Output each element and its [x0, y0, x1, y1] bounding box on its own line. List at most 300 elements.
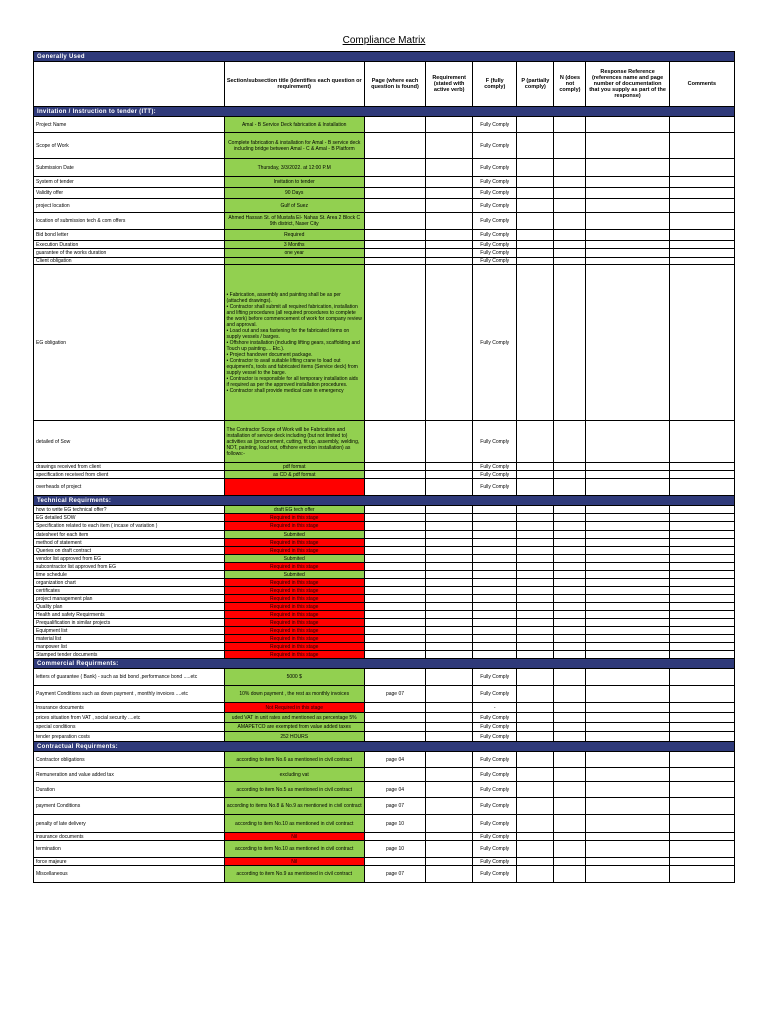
item-cell: Prequalification in similar projects — [34, 619, 225, 627]
requirement-cell — [426, 547, 473, 555]
item-cell: vendor list approved from EG — [34, 555, 225, 563]
value-cell: according to item No.10 as mentioned in civil contract — [224, 815, 364, 833]
page-cell — [364, 241, 425, 249]
fully-comply-cell: - — [473, 703, 517, 713]
column-header: Page (where each question is found) — [364, 62, 425, 107]
page-cell: page 10 — [364, 815, 425, 833]
reference-cell — [586, 669, 669, 686]
fully-comply-cell — [473, 555, 517, 563]
fully-comply-cell: Fully Comply — [473, 471, 517, 479]
item-cell: Project Name — [34, 117, 225, 133]
requirement-cell — [426, 669, 473, 686]
table-row — [34, 177, 735, 188]
value-cell: Amal - B Service Deck fabrication & Installation — [224, 117, 364, 133]
table-row — [34, 833, 735, 841]
requirement-cell — [426, 463, 473, 471]
requirement-cell — [426, 643, 473, 651]
item-cell: guarantee of the works duration — [34, 249, 225, 258]
item-cell: manpower list — [34, 643, 225, 651]
value-cell: The Contractor Scope of Work will be Fabrication and installation of service deck including (but not limited to) activities as (procurement, cutting, fit up, assembly, welding, NDT, painting, load out, offshore erection installation) as follows:- — [224, 421, 364, 463]
reference-cell — [586, 117, 669, 133]
not-comply-cell — [554, 555, 586, 563]
partial-cell — [517, 133, 554, 159]
comments-cell — [669, 471, 734, 479]
partial-cell — [517, 514, 554, 522]
reference-cell — [586, 619, 669, 627]
reference-cell — [586, 603, 669, 611]
comments-cell — [669, 159, 734, 177]
not-comply-cell — [554, 471, 586, 479]
value-cell: according to item No.9 as mentioned in civil contract — [224, 866, 364, 883]
reference-cell — [586, 579, 669, 587]
requirement-cell — [426, 611, 473, 619]
requirement-cell — [426, 213, 473, 230]
table-row — [34, 265, 735, 421]
item-cell: Equipment list — [34, 627, 225, 635]
value-cell: Required in this stage — [224, 627, 364, 635]
item-cell: location of submission tech & com offers — [34, 213, 225, 230]
column-header: Response Reference (references name and page number of documentation that you supply as part of the response) — [586, 62, 669, 107]
value-cell: Required in this stage — [224, 514, 364, 522]
item-cell: datesheet for each item — [34, 531, 225, 539]
requirement-cell — [426, 798, 473, 815]
table-row — [34, 539, 735, 547]
table-row — [34, 522, 735, 531]
page-cell — [364, 514, 425, 522]
partial-cell — [517, 188, 554, 199]
comments-cell — [669, 643, 734, 651]
reference-cell — [586, 249, 669, 258]
requirement-cell — [426, 619, 473, 627]
not-comply-cell — [554, 587, 586, 595]
value-cell: Required in this stage — [224, 611, 364, 619]
requirement-cell — [426, 539, 473, 547]
value-cell: Required in this stage — [224, 619, 364, 627]
value-cell: Submited — [224, 555, 364, 563]
value-cell: Gulf of Suez — [224, 199, 364, 213]
partial-cell — [517, 421, 554, 463]
reference-cell — [586, 522, 669, 531]
not-comply-cell — [554, 133, 586, 159]
fully-comply-cell: Fully Comply — [473, 213, 517, 230]
partial-cell — [517, 587, 554, 595]
item-cell: Queries on draft contract — [34, 547, 225, 555]
fully-comply-cell: Fully Comply — [473, 133, 517, 159]
page-cell — [364, 619, 425, 627]
comments-cell — [669, 506, 734, 514]
value-cell: according to item No.5 as mentioned in civil contract — [224, 782, 364, 798]
reference-cell — [586, 866, 669, 883]
partial-cell — [517, 713, 554, 723]
partial-cell — [517, 555, 554, 563]
not-comply-cell — [554, 563, 586, 571]
comments-cell — [669, 421, 734, 463]
item-cell: project location — [34, 199, 225, 213]
fully-comply-cell: Fully Comply — [473, 866, 517, 883]
item-cell: letters of guarantee ( Bank) - such as bid bond ,performance bond .....etc — [34, 669, 225, 686]
partial-cell — [517, 732, 554, 742]
reference-cell — [586, 265, 669, 421]
section-header — [34, 496, 735, 506]
fully-comply-cell: Fully Comply — [473, 177, 517, 188]
column-header: Comments — [669, 62, 734, 107]
partial-cell — [517, 539, 554, 547]
partial-cell — [517, 833, 554, 841]
table-row — [34, 258, 735, 265]
requirement-cell — [426, 471, 473, 479]
partial-cell — [517, 463, 554, 471]
value-cell: Required in this stage — [224, 651, 364, 659]
value-cell: Required in this stage — [224, 587, 364, 595]
value-cell: Complete fabrication & installation for Amal - B service deck including bridge between Amal - C & Amal - B Platform — [224, 133, 364, 159]
comments-cell — [669, 531, 734, 539]
value-cell: Required in this stage — [224, 579, 364, 587]
comments-cell — [669, 188, 734, 199]
not-comply-cell — [554, 199, 586, 213]
partial-cell — [517, 703, 554, 713]
comments-cell — [669, 798, 734, 815]
reference-cell — [586, 587, 669, 595]
page-cell — [364, 555, 425, 563]
comments-cell — [669, 703, 734, 713]
not-comply-cell — [554, 421, 586, 463]
table-row — [34, 563, 735, 571]
reference-cell — [586, 651, 669, 659]
fully-comply-cell: Fully Comply — [473, 732, 517, 742]
requirement-cell — [426, 159, 473, 177]
table-row — [34, 213, 735, 230]
reference-cell — [586, 571, 669, 579]
partial-cell — [517, 651, 554, 659]
reference-cell — [586, 241, 669, 249]
table-row — [34, 249, 735, 258]
table-row — [34, 768, 735, 782]
page-cell — [364, 563, 425, 571]
table-row — [34, 866, 735, 883]
comments-cell — [669, 627, 734, 635]
item-cell: Contractor obligations — [34, 752, 225, 768]
reference-cell — [586, 782, 669, 798]
comments-cell — [669, 833, 734, 841]
reference-cell — [586, 841, 669, 858]
partial-cell — [517, 547, 554, 555]
fully-comply-cell — [473, 651, 517, 659]
requirement-cell — [426, 133, 473, 159]
fully-comply-cell: Fully Comply — [473, 265, 517, 421]
item-cell: Client obligation — [34, 258, 225, 265]
reference-cell — [586, 471, 669, 479]
fully-comply-cell: Fully Comply — [473, 421, 517, 463]
requirement-cell — [426, 858, 473, 866]
requirement-cell — [426, 603, 473, 611]
table-row — [34, 627, 735, 635]
reference-cell — [586, 563, 669, 571]
not-comply-cell — [554, 833, 586, 841]
table-row — [34, 587, 735, 595]
fully-comply-cell: Fully Comply — [473, 669, 517, 686]
not-comply-cell — [554, 579, 586, 587]
comments-cell — [669, 213, 734, 230]
page-cell — [364, 522, 425, 531]
requirement-cell — [426, 506, 473, 514]
column-header — [34, 62, 225, 107]
column-header: Section/subsection title (identifies each question or requirement) — [224, 62, 364, 107]
page-cell — [364, 732, 425, 742]
compliance-matrix-table — [33, 51, 735, 883]
page-cell — [364, 471, 425, 479]
not-comply-cell — [554, 514, 586, 522]
page-cell — [364, 531, 425, 539]
table-row — [34, 643, 735, 651]
comments-cell — [669, 595, 734, 603]
value-cell: Required in this stage — [224, 563, 364, 571]
reference-cell — [586, 768, 669, 782]
item-cell: project management plan — [34, 595, 225, 603]
not-comply-cell — [554, 815, 586, 833]
not-comply-cell — [554, 603, 586, 611]
value-cell: AMAPETCO are exempted from value added taxes — [224, 723, 364, 732]
value-cell: according to item No.10 as mentioned in civil contract — [224, 841, 364, 858]
table-row — [34, 815, 735, 833]
not-comply-cell — [554, 732, 586, 742]
item-cell: insurance documents — [34, 833, 225, 841]
partial-cell — [517, 522, 554, 531]
reference-cell — [586, 531, 669, 539]
fully-comply-cell — [473, 563, 517, 571]
fully-comply-cell: Fully Comply — [473, 188, 517, 199]
requirement-cell — [426, 188, 473, 199]
table-row — [34, 713, 735, 723]
item-cell: Bid bond letter — [34, 230, 225, 241]
item-cell: tender preparation costs — [34, 732, 225, 742]
page-cell — [364, 595, 425, 603]
value-cell: Ahmed Hassan St. of Mustafa El- Nahas St. Area 2 Block C 9th district, Naser City — [224, 213, 364, 230]
fully-comply-cell — [473, 579, 517, 587]
table-row — [34, 732, 735, 742]
item-cell: Remuneration and value added tax — [34, 768, 225, 782]
not-comply-cell — [554, 595, 586, 603]
comments-cell — [669, 258, 734, 265]
page-cell — [364, 669, 425, 686]
reference-cell — [586, 258, 669, 265]
fully-comply-cell: Fully Comply — [473, 463, 517, 471]
requirement-cell — [426, 258, 473, 265]
page-cell — [364, 713, 425, 723]
fully-comply-cell: Fully Comply — [473, 815, 517, 833]
fully-comply-cell — [473, 635, 517, 643]
comments-cell — [669, 782, 734, 798]
requirement-cell — [426, 230, 473, 241]
fully-comply-cell: Fully Comply — [473, 479, 517, 496]
comments-cell — [669, 858, 734, 866]
requirement-cell — [426, 768, 473, 782]
fully-comply-cell — [473, 587, 517, 595]
item-cell: System of tender — [34, 177, 225, 188]
requirement-cell — [426, 782, 473, 798]
fully-comply-cell: Fully Comply — [473, 199, 517, 213]
page-cell — [364, 833, 425, 841]
item-cell: material list — [34, 635, 225, 643]
value-cell: draft EG tech offer — [224, 506, 364, 514]
item-cell: drawings received from client — [34, 463, 225, 471]
fully-comply-cell: Fully Comply — [473, 686, 517, 703]
partial-cell — [517, 117, 554, 133]
page-cell: page 07 — [364, 686, 425, 703]
comments-cell — [669, 555, 734, 563]
item-cell: prices situation from VAT , social security ....etc — [34, 713, 225, 723]
requirement-cell — [426, 421, 473, 463]
partial-cell — [517, 686, 554, 703]
not-comply-cell — [554, 230, 586, 241]
value-cell: Submited — [224, 571, 364, 579]
page-cell: page 04 — [364, 782, 425, 798]
table-row — [34, 479, 735, 496]
page-cell — [364, 230, 425, 241]
not-comply-cell — [554, 651, 586, 659]
comments-cell — [669, 579, 734, 587]
reference-cell — [586, 686, 669, 703]
requirement-cell — [426, 841, 473, 858]
reference-cell — [586, 230, 669, 241]
reference-cell — [586, 555, 669, 563]
partial-cell — [517, 506, 554, 514]
partial-cell — [517, 595, 554, 603]
not-comply-cell — [554, 713, 586, 723]
table-row — [34, 159, 735, 177]
partial-cell — [517, 782, 554, 798]
fully-comply-cell: Fully Comply — [473, 858, 517, 866]
partial-cell — [517, 213, 554, 230]
comments-cell — [669, 265, 734, 421]
page-cell — [364, 213, 425, 230]
table-row — [34, 603, 735, 611]
fully-comply-cell: Fully Comply — [473, 768, 517, 782]
partial-cell — [517, 258, 554, 265]
requirement-cell — [426, 514, 473, 522]
fully-comply-cell — [473, 603, 517, 611]
comments-cell — [669, 768, 734, 782]
partial-cell — [517, 571, 554, 579]
requirement-cell — [426, 703, 473, 713]
reference-cell — [586, 133, 669, 159]
value-cell: Required in this stage — [224, 643, 364, 651]
requirement-cell — [426, 815, 473, 833]
value-cell: Required in this stage — [224, 595, 364, 603]
not-comply-cell — [554, 643, 586, 651]
table-row — [34, 752, 735, 768]
table-row — [34, 579, 735, 587]
partial-cell — [517, 603, 554, 611]
value-cell: pdf format — [224, 463, 364, 471]
partial-cell — [517, 265, 554, 421]
section-title: Technical Requirments: — [34, 496, 735, 506]
section-title: Generally Used — [34, 52, 735, 62]
comments-cell — [669, 199, 734, 213]
not-comply-cell — [554, 686, 586, 703]
value-cell: according to item No.6 as mentioned in civil contract — [224, 752, 364, 768]
page-cell — [364, 188, 425, 199]
section-title: Contractual Requirments: — [34, 742, 735, 752]
table-row — [34, 506, 735, 514]
comments-cell — [669, 752, 734, 768]
item-cell: force majeure — [34, 858, 225, 866]
page-cell: page 10 — [364, 841, 425, 858]
requirement-cell — [426, 732, 473, 742]
fully-comply-cell: Fully Comply — [473, 117, 517, 133]
comments-cell — [669, 249, 734, 258]
reference-cell — [586, 177, 669, 188]
item-cell: how to write EG technical offer? — [34, 506, 225, 514]
page-cell: page 04 — [364, 752, 425, 768]
value-cell: uded VAT in unit rates and mentioned as percentage 5% — [224, 713, 364, 723]
requirement-cell — [426, 686, 473, 703]
table-row — [34, 531, 735, 539]
partial-cell — [517, 531, 554, 539]
value-cell: Not Required in this stage — [224, 703, 364, 713]
comments-cell — [669, 230, 734, 241]
comments-cell — [669, 713, 734, 723]
requirement-cell — [426, 199, 473, 213]
section-header — [34, 52, 735, 62]
fully-comply-cell: Fully Comply — [473, 833, 517, 841]
fully-comply-cell: Fully Comply — [473, 841, 517, 858]
partial-cell — [517, 627, 554, 635]
not-comply-cell — [554, 265, 586, 421]
requirement-cell — [426, 635, 473, 643]
fully-comply-cell: Fully Comply — [473, 782, 517, 798]
page-cell — [364, 265, 425, 421]
page-cell — [364, 579, 425, 587]
reference-cell — [586, 627, 669, 635]
partial-cell — [517, 579, 554, 587]
fully-comply-cell: Fully Comply — [473, 713, 517, 723]
partial-cell — [517, 241, 554, 249]
fully-comply-cell: Fully Comply — [473, 249, 517, 258]
partial-cell — [517, 768, 554, 782]
page-cell — [364, 627, 425, 635]
value-cell — [224, 258, 364, 265]
section-title: Commercial Requirments: — [34, 659, 735, 669]
requirement-cell — [426, 522, 473, 531]
item-cell: organization chart — [34, 579, 225, 587]
table-row — [34, 571, 735, 579]
reference-cell — [586, 635, 669, 643]
page-cell — [364, 651, 425, 659]
column-header: P (partially comply) — [517, 62, 554, 107]
section-header — [34, 742, 735, 752]
comments-cell — [669, 571, 734, 579]
value-cell: Required in this stage — [224, 522, 364, 531]
column-header: N (does not comply) — [554, 62, 586, 107]
not-comply-cell — [554, 547, 586, 555]
item-cell: detailed of Sow — [34, 421, 225, 463]
page-cell — [364, 117, 425, 133]
value-cell: according to items No.8 & No.9 as mentioned in civil contract — [224, 798, 364, 815]
table-row — [34, 669, 735, 686]
page-cell — [364, 587, 425, 595]
table-row — [34, 117, 735, 133]
value-cell: excluding vat — [224, 768, 364, 782]
reference-cell — [586, 858, 669, 866]
item-cell: specification received from client — [34, 471, 225, 479]
not-comply-cell — [554, 635, 586, 643]
not-comply-cell — [554, 539, 586, 547]
item-cell: Specification related to each item ( incase of variation ) — [34, 522, 225, 531]
not-comply-cell — [554, 866, 586, 883]
page-cell: page 07 — [364, 798, 425, 815]
not-comply-cell — [554, 117, 586, 133]
section-title: Invitation / Instruction to tender (ITT): — [34, 107, 735, 117]
